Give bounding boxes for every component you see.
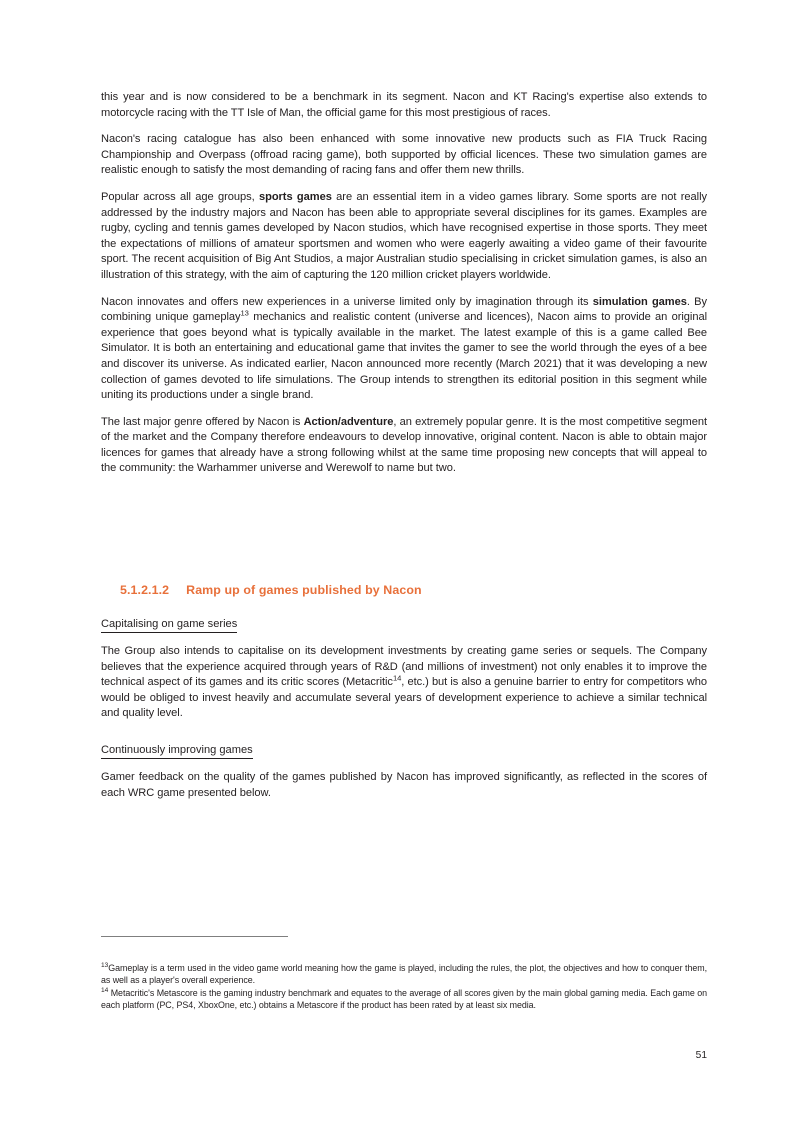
section-heading-number: 5.1.2.1.2 xyxy=(120,583,170,597)
footnote-13 xyxy=(101,962,707,987)
section-heading-title: Ramp up of games published by Nacon xyxy=(186,583,422,597)
par-action-adventure-run-0: The last major genre offered by Nacon is xyxy=(101,415,304,428)
par-racing-catalogue xyxy=(101,132,707,179)
par-simulation-games-footnote-marker-13: 13 xyxy=(240,308,249,318)
footnote-marker-14: 14 xyxy=(101,986,109,994)
par-simulation-games-run-0: Nacon innovates and offers new experiences in a universe limited only by imagination through its xyxy=(101,295,593,308)
par-capitalising-body-footnote-marker-14: 14 xyxy=(392,673,402,683)
subsection-block-capitalising xyxy=(101,614,707,722)
par-capitalising-body-run-2: , etc.) but is also a genuine barrier to entry for competitors who would be obliged to invest heavily and accumulate several years of development experience to achieve a similar technical and quality level. xyxy=(101,676,707,720)
footnote-separator-rule xyxy=(101,936,288,937)
footnote-text-13: Gameplay is a term used in the video game world meaning how the game is played, including the rules, the plot, the objectives and how to conquer them, as well as a player's overall experience. xyxy=(101,963,707,986)
subsection-heading-capitalising: Capitalising on game series xyxy=(101,617,237,633)
par-sports-games-run-2: are an essential item in a video games library. Some sports are not really addressed by the industry majors and Nacon has been able to appropriate several disciplines for its games. Examples are rugby, cycling and tennis games developed by Nacon studios, which have recognised expertise in those sports. They meet the expectations of millions of amateur sportsmen and women who were eagerly awaiting a video game of their favourite sport. The recent acquisition of Big Ant Studios, a major Australian studio specialising in cricket simulation games, is also an illustration of this strategy, with the aim of capturing the 120 million cricket players worldwide. xyxy=(101,190,707,281)
subsection-heading-continuously-improving: Continuously improving games xyxy=(101,743,253,759)
section-heading xyxy=(120,583,422,597)
par-racing-benchmark-run-0: this year and is now considered to be a benchmark in its segment. Nacon and KT Racing's expertise also extends to motorcycle racing with the TT Isle of Man, the official game for this most prestigious of races. xyxy=(101,91,707,119)
par-racing-catalogue-run-0: Nacon's racing catalogue has also been enhanced with some innovative new products such as FIA Truck Racing Championship and Overpass (offroad racing game), both supported by official licences. These two simulation games are realistic enough to satisfy the most demanding of racing fans and offer them new thrills. xyxy=(101,133,707,177)
footnote-text-14: Metacritic's Metascore is the gaming industry benchmark and equates to the average of all scores given by the main global gaming media. Each game on each platform (PC, PS4, XboxOne, etc.) obtains a Metascore if the product has been rated by at least six media. xyxy=(101,987,707,1010)
par-sports-games-run-0: Popular across all age groups, xyxy=(101,190,259,203)
page-body-text xyxy=(101,90,707,477)
section-heading-block xyxy=(120,583,422,597)
par-continuously-body xyxy=(101,770,707,801)
par-simulation-games xyxy=(101,295,707,404)
subsection-block-continuously-improving xyxy=(101,740,707,801)
subsection-paragraphs-capitalising xyxy=(101,644,707,722)
footnote-marker-13: 13 xyxy=(101,962,109,970)
footnote-list xyxy=(101,962,707,1011)
footnote-14 xyxy=(101,987,707,1012)
par-simulation-games-run-2: . By combining unique gameplay xyxy=(101,295,707,324)
body-paragraph-list xyxy=(101,90,707,477)
par-capitalising-body xyxy=(101,644,707,722)
par-action-adventure xyxy=(101,415,707,477)
page-number: 51 xyxy=(695,1050,707,1061)
par-action-adventure-bold-run-1: Action/adventure xyxy=(303,415,394,428)
par-sports-games xyxy=(101,190,707,284)
par-simulation-games-run-4: mechanics and realistic content (universe and licences), Nacon aims to provide an original experience that goes beyond what is typically available in the market. The latest example of this is a game called Bee Simulator. It is both an entertaining and educational game that invites the gamer to see the world through the eyes of a bee and discover its universe. As indicated earlier, Nacon announced more recently (March 2021) that it was developing a new collection of games devoted to life simulations. The Group intends to strengthen its editorial position in this segment while uniting its productions under a single brand. xyxy=(101,311,707,402)
par-racing-benchmark xyxy=(101,90,707,121)
par-continuously-body-run-0: Gamer feedback on the quality of the games published by Nacon has improved significantly, as reflected in the scores of each WRC game presented below. xyxy=(101,771,707,799)
subsection-paragraphs-continuously-improving xyxy=(101,770,707,801)
par-sports-games-bold-run-1: sports games xyxy=(258,190,332,203)
par-simulation-games-bold-run-1: simulation games xyxy=(592,295,687,308)
par-action-adventure-run-2: , an extremely popular genre. It is the most competitive segment of the market and the Company therefore endeavours to develop innovative, original content. Nacon is able to obtain major licences for games that already have a strong following whilst at the same time proposing new concepts that will appeal to the community: the Warhammer universe and Werewolf to name but two. xyxy=(101,415,707,475)
par-capitalising-body-run-0: The Group also intends to capitalise on its development investments by creating game series or sequels. The Company believes that the experience acquired through years of R&D (and millions of investment) not only enables it to improve the technical aspect of its games and its critic scores (Metacritic xyxy=(101,645,707,689)
